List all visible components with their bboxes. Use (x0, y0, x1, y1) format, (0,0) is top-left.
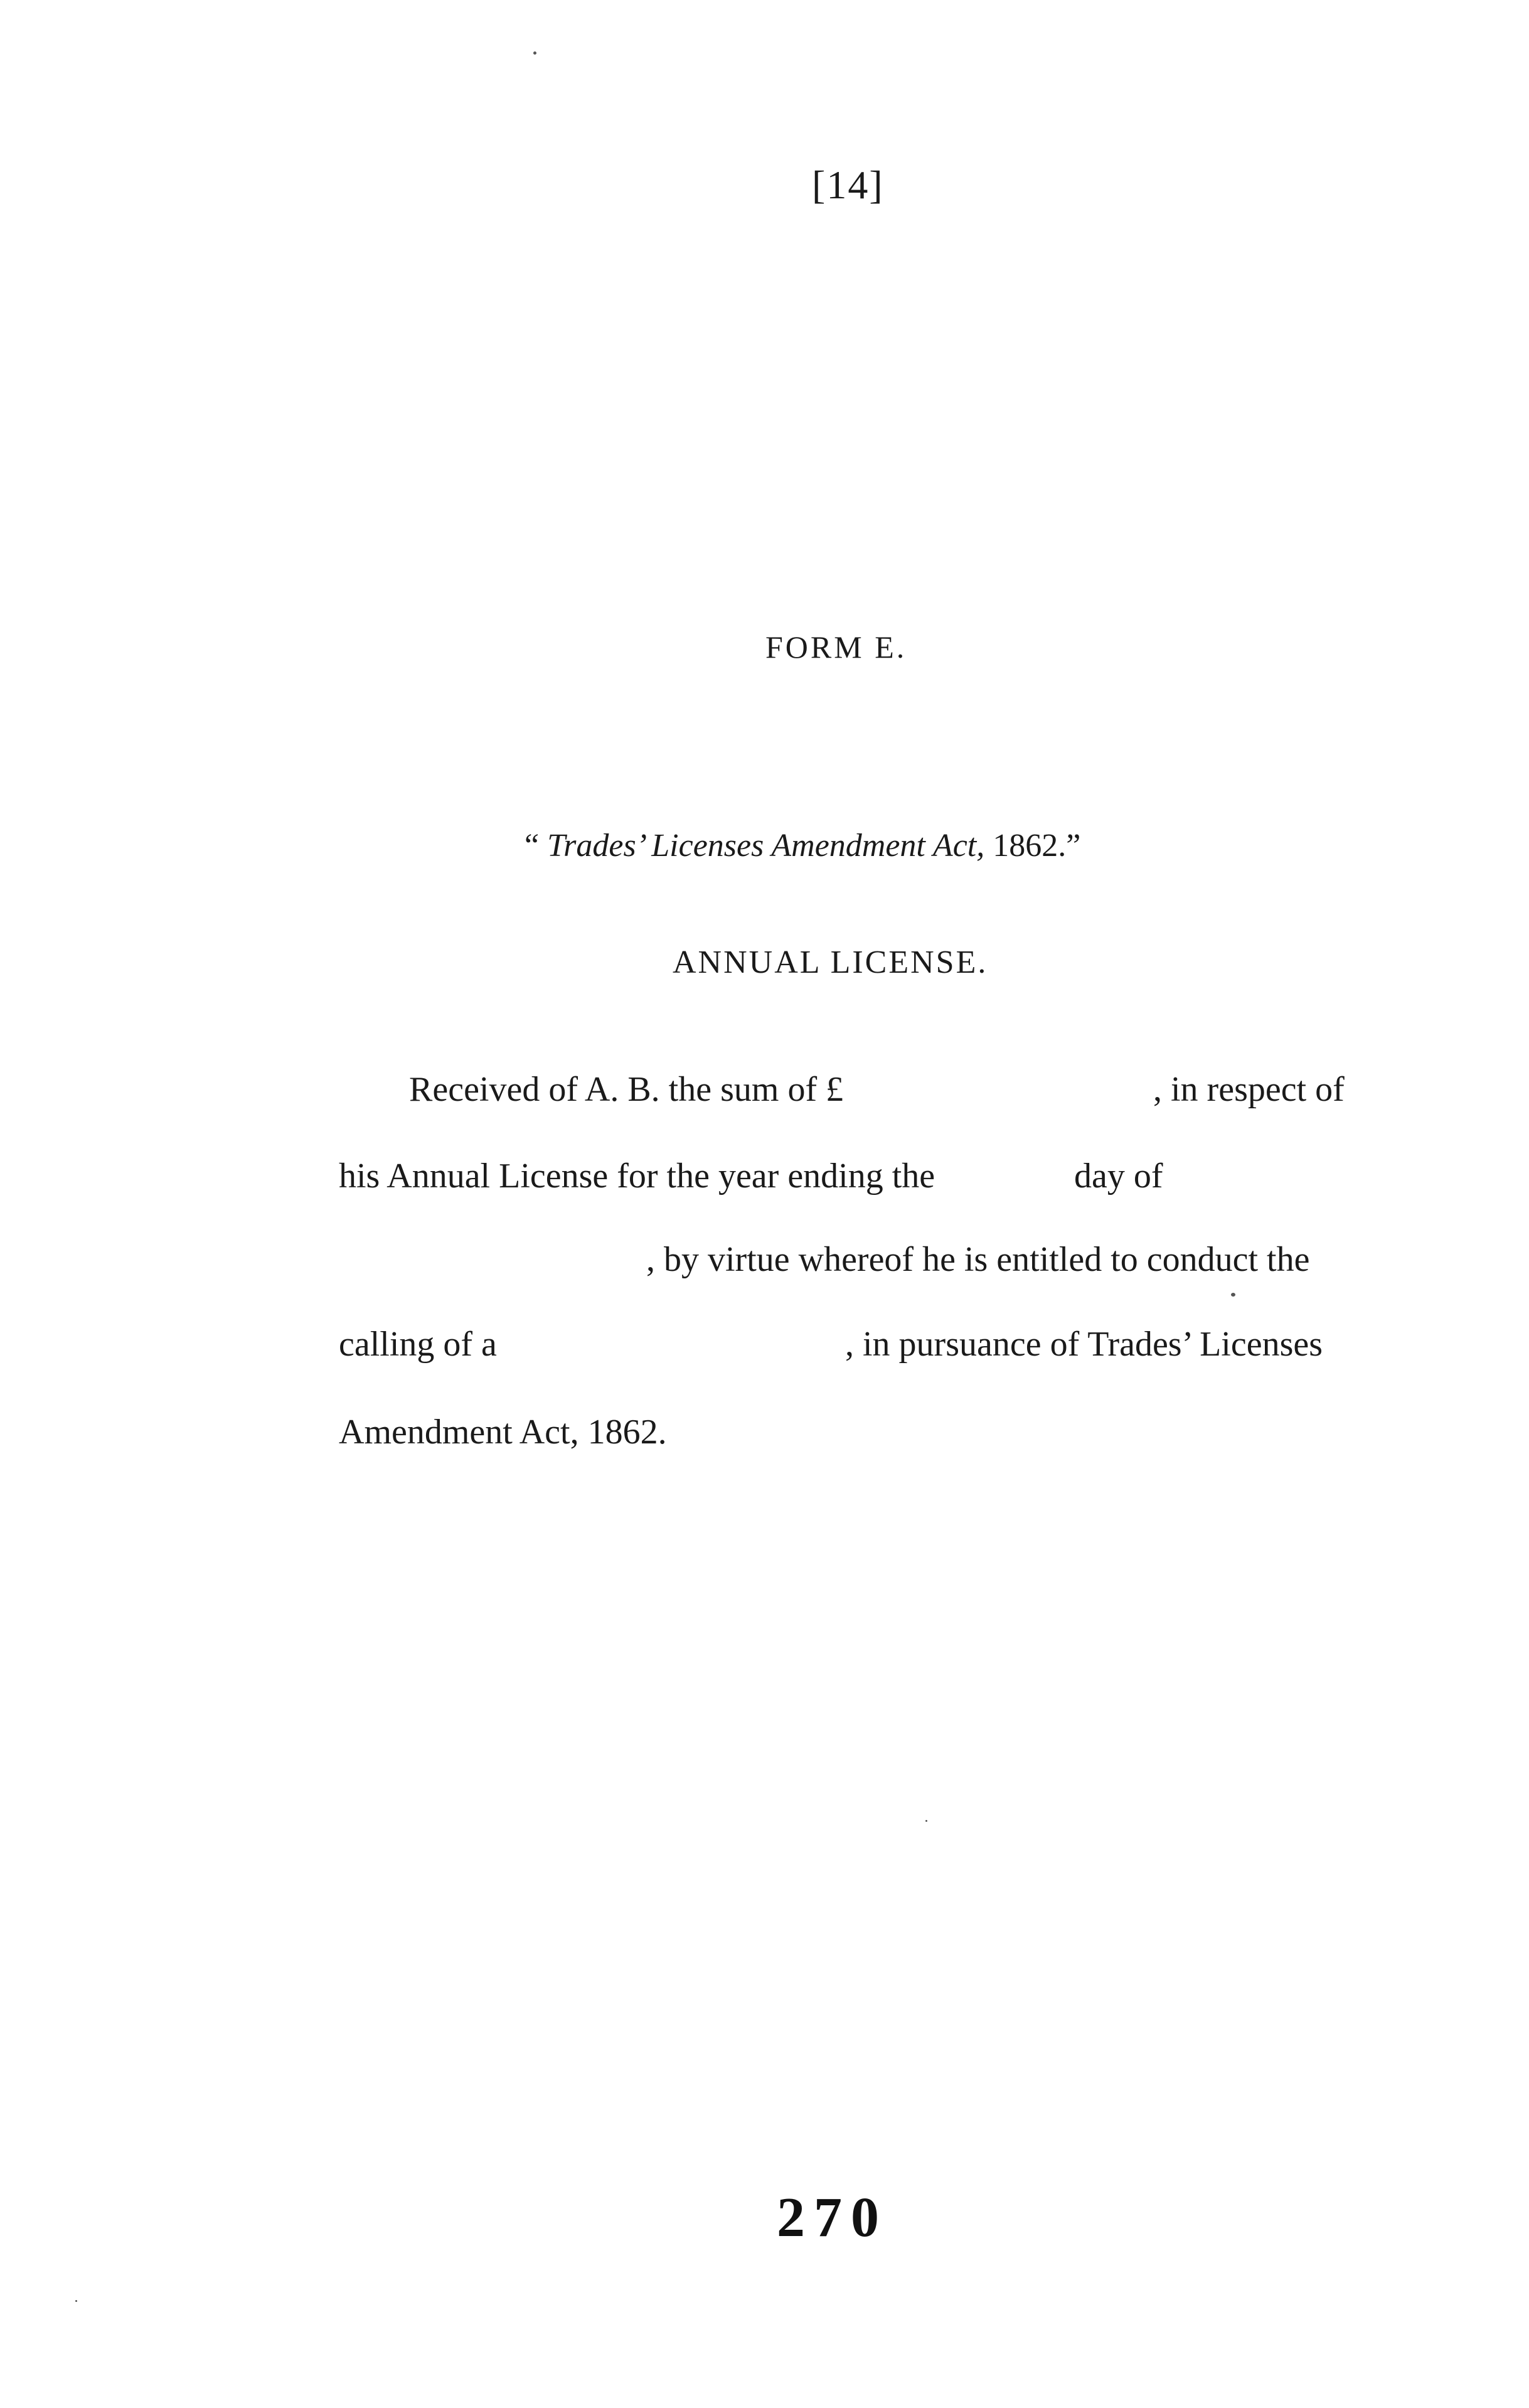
scan-speck (75, 2300, 77, 2302)
scan-speck (533, 51, 536, 55)
page-marker: [14] (812, 163, 884, 207)
act-title-year: 1862.” (984, 828, 1081, 864)
body-line-5-left: Amendment Act, 1862. (339, 1413, 667, 1452)
license-title: ANNUAL LICENSE. (673, 944, 988, 980)
form-title: FORM E. (765, 629, 907, 665)
body-line-2-left: his Annual License for the year ending the (339, 1157, 935, 1196)
act-title (525, 827, 1080, 864)
scan-speck (1231, 1293, 1235, 1297)
body-line-1-left: Received of A. B. the sum of £ (409, 1070, 844, 1109)
body-line-3-right: , by virtue whereof he is entitled to conduct the (646, 1240, 1310, 1279)
body-line-2-right: day of (1074, 1157, 1163, 1196)
act-title-name: Trades’ Licenses Amendment Act, (547, 828, 985, 864)
body-line-1-right: , in respect of (1153, 1070, 1345, 1109)
body-line-4-right: , in pursuance of Trades’ Licenses (845, 1325, 1323, 1364)
scan-speck (925, 1820, 927, 1822)
body-line-4-left: calling of a (339, 1325, 497, 1364)
act-title-open-quote: “ (525, 828, 548, 864)
folio-number: 270 (777, 2186, 888, 2249)
